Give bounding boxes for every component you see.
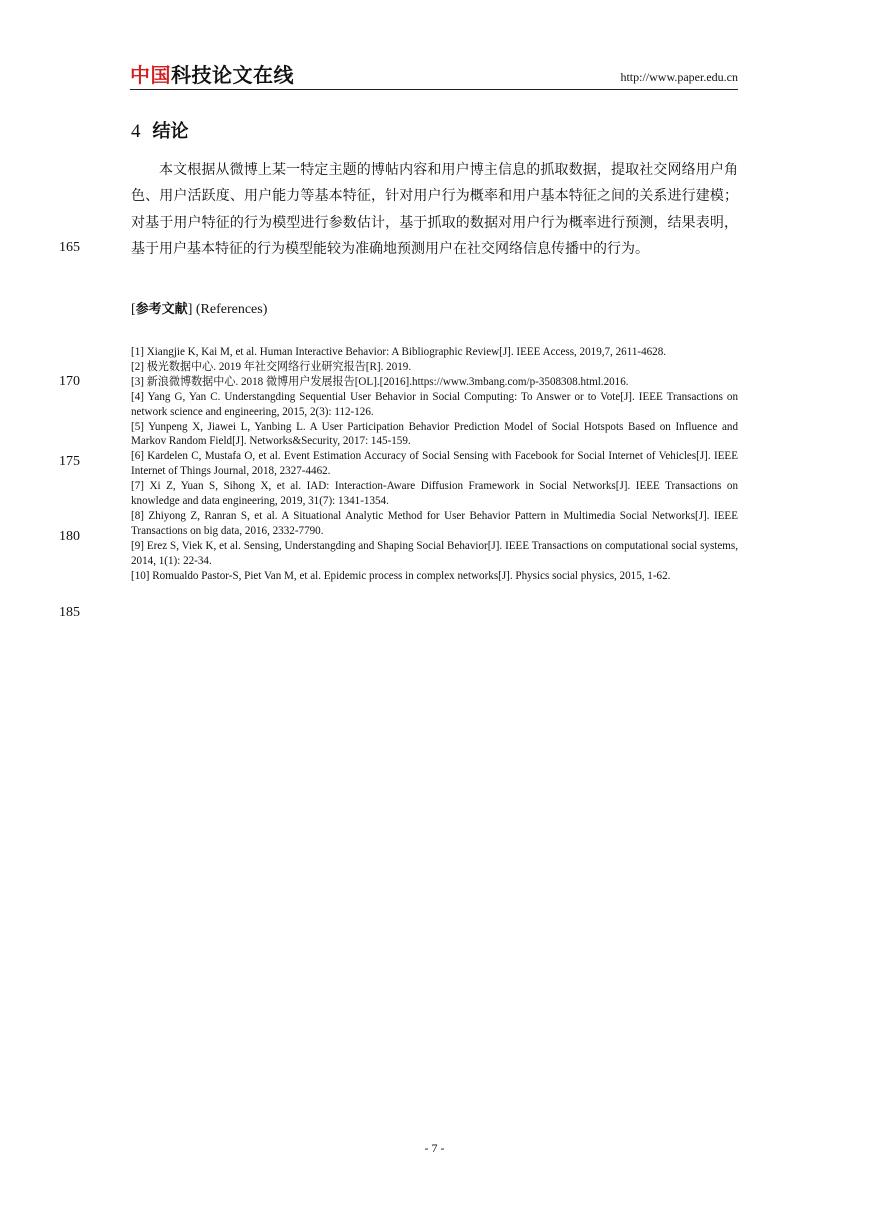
section-heading <box>131 117 189 143</box>
journal-logo <box>130 63 294 87</box>
references-heading-close: ] (References) <box>187 302 268 317</box>
references-heading <box>131 298 267 318</box>
references-heading-open: [ <box>131 302 136 317</box>
page-number: - 7 - <box>424 1141 445 1155</box>
header-url: http://www.paper.edu.cn <box>620 70 738 84</box>
page-header <box>130 63 738 90</box>
reference-item: [4] Yang G, Yan C. Understangding Sequential User Behavior in Social Computing: To Answer or to Vote[J]. IEEE Transactions on network science and engineering, 2015, 2(3): 112-126. <box>131 390 738 418</box>
conclusion-paragraph: 本文根据从微博上某一特定主题的博帖内容和用户博主信息的抓取数据，提取社交网络用户角色、用户活跃度、用户能力等基本特征，针对用户行为概率和用户基本特征之间的关系进行建模；对基于用户特征的行为模型进行参数估计，基于抓取的数据对用户行为概率进行预测，结果表明，基于用户基本特征的行为模型能较为准确地预测用户在社交网络信息传播中的行为。 <box>131 163 738 258</box>
reference-item: [10] Romualdo Pastor-S, Piet Van M, et al. Epidemic process in complex networks[J]. Physics social physics, 2015, 1-62. <box>131 569 671 582</box>
section-number: 4 <box>131 121 141 142</box>
line-number: 175 <box>59 454 80 469</box>
reference-item: [5] Yunpeng X, Jiawei L, Yanbing L. A User Participation Behavior Prediction Model of Social Hotspots Based on Influence and Markov Random Field[J]. Networks&Security, 2017: 145-159. <box>131 420 738 448</box>
reference-item: [2] 极光数据中心. 2019 年社交网络行业研究报告[R]. 2019. <box>131 360 412 373</box>
references-list <box>131 345 738 584</box>
reference-item: [8] Zhiyong Z, Ranran S, et al. A Situational Analytic Method for User Behavior Pattern in Multimedia Social Networks[J]. IEEE Transactions on big data, 2016, 2332-7790. <box>131 509 738 537</box>
references-heading-bold: 参考文献 <box>135 302 188 317</box>
reference-item: [6] Kardelen C, Mustafa O, et al. Event Estimation Accuracy of Social Sensing with Facebook for Social Internet of Vehicles[J]. IEEE Internet of Things Journal, 2018, 2327-4462. <box>131 450 738 478</box>
section-title: 结论 <box>152 121 189 142</box>
reference-item: [9] Erez S, Viek K, et al. Sensing, Understangding and Shaping Social Behavior[J]. IEEE Transactions on computational social systems, 2014, 1(1): 22-34. <box>131 539 738 567</box>
reference-item: [7] Xi Z, Yuan S, Sihong X, et al. IAD: Interaction-Aware Diffusion Framework in Social Networks[J]. IEEE Transactions on knowledge and data engineering, 2019, 31(7): 1341-1354. <box>131 480 738 508</box>
line-number: 165 <box>59 240 80 255</box>
logo-text-red: 中国 <box>130 63 171 87</box>
line-number: 180 <box>59 529 80 544</box>
logo-text-black: 科技论文在线 <box>171 63 294 87</box>
line-number: 185 <box>59 605 80 620</box>
reference-item: [3] 新浪微博数据中心. 2018 微博用户发展报告[OL].[2016].https://www.3mbang.com/p-3508308.html.2016. <box>131 375 629 388</box>
reference-item: [1] Xiangjie K, Kai M, et al. Human Interactive Behavior: A Bibliographic Review[J]. IEEE Access, 2019,7, 2611-4628. <box>131 346 667 358</box>
line-number: 170 <box>59 374 80 389</box>
